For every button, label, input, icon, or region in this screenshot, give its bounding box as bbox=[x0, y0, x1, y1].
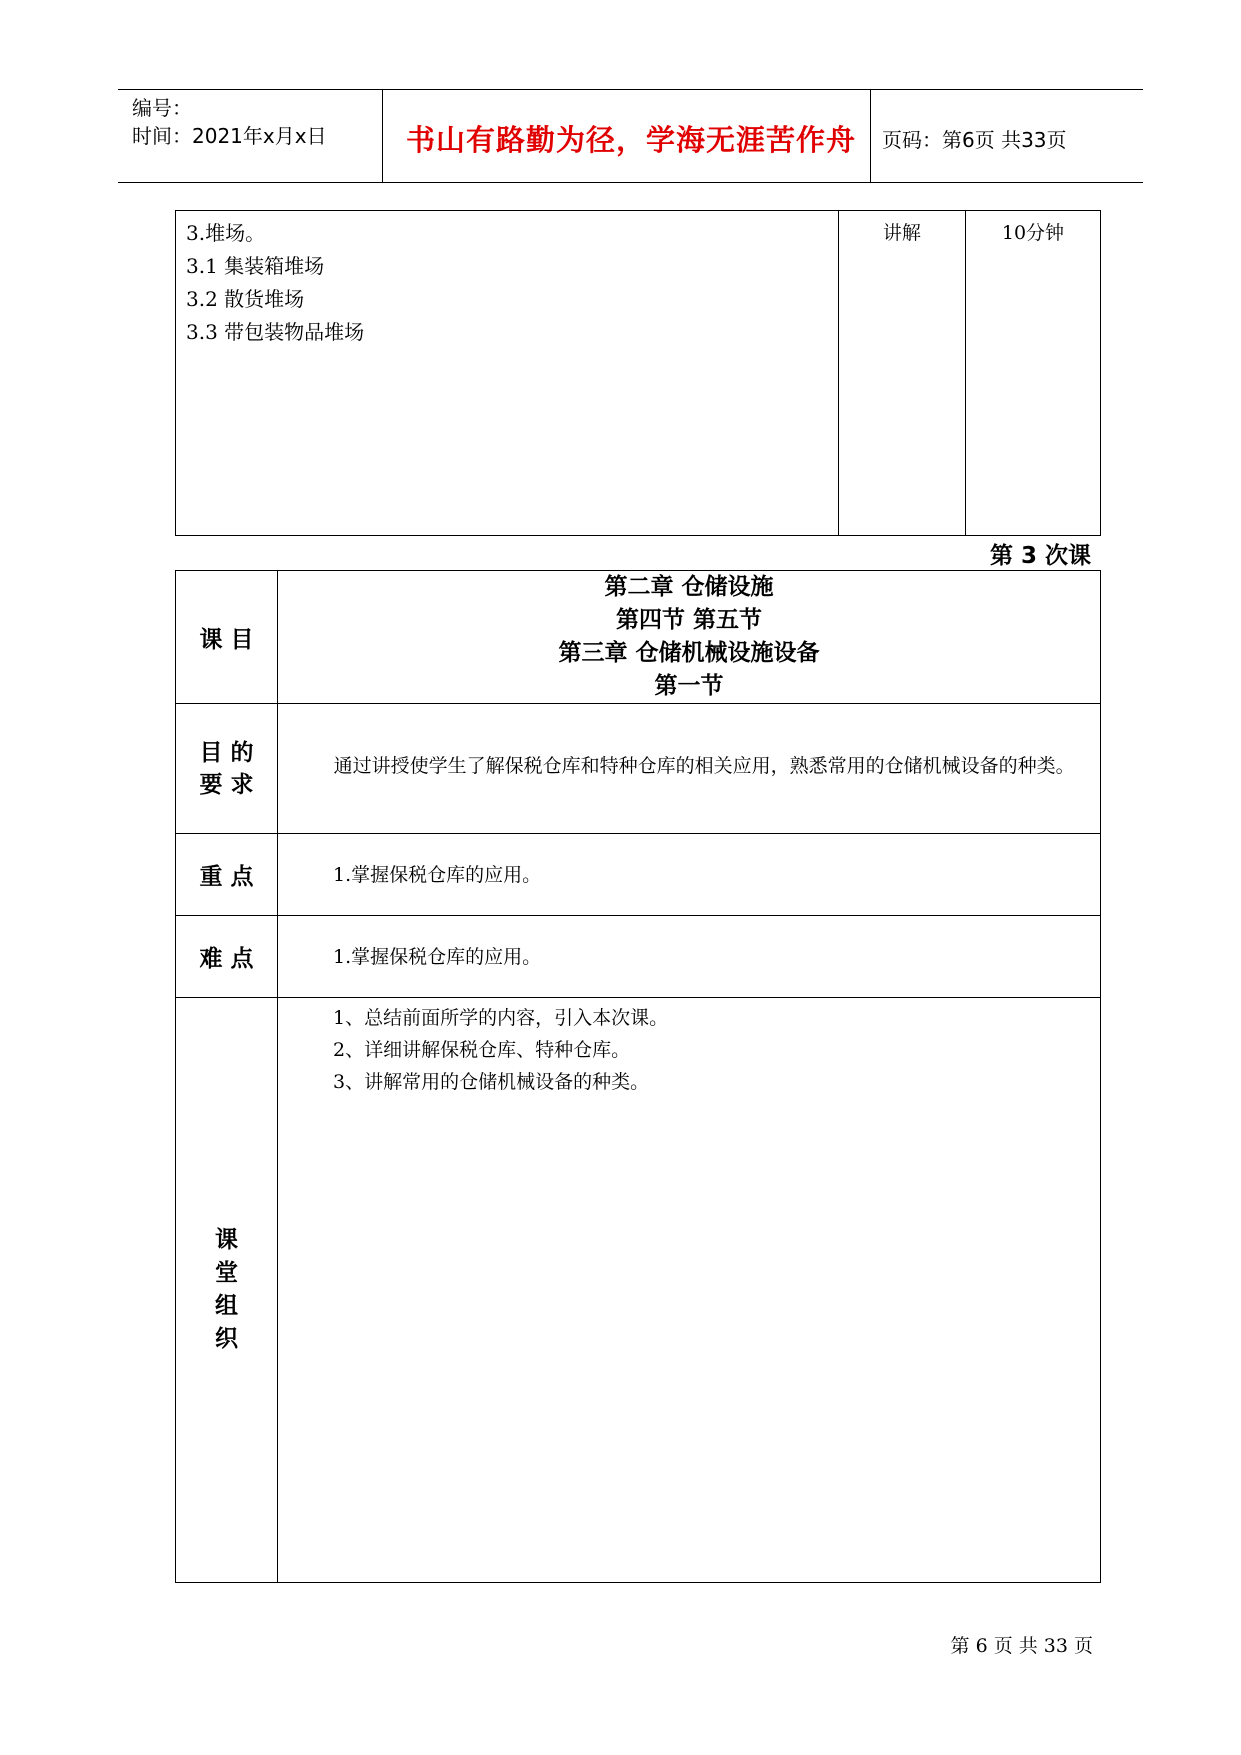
org-label-char: 织 bbox=[215, 1326, 238, 1352]
course-line: 第四节 第五节 bbox=[615, 607, 762, 633]
org-item: 1、总结前面所学的内容，引入本次课。 bbox=[333, 1007, 669, 1029]
top-items bbox=[186, 217, 828, 349]
course-line: 第一节 bbox=[654, 673, 724, 699]
org-item: 2、详细讲解保税仓库、特种仓库。 bbox=[333, 1039, 631, 1061]
course-content-cell bbox=[278, 571, 1101, 704]
org-label-char: 堂 bbox=[215, 1260, 238, 1286]
lesson-table bbox=[175, 570, 1101, 1583]
purpose-content-cell bbox=[278, 704, 1101, 834]
purpose-label-line: 目 的 bbox=[199, 739, 254, 766]
header-motto: 书山有路勤为径，学海无涯苦作舟 bbox=[406, 123, 857, 157]
header-top-rule bbox=[118, 89, 1143, 90]
top-item: 3.3 带包装物品堆场 bbox=[186, 320, 365, 344]
footer-page-text: 第 6 页 共 33 页 bbox=[950, 1635, 1093, 1657]
header-number-label: 编号： bbox=[132, 96, 192, 120]
top-table bbox=[175, 210, 1101, 536]
header-divider-1 bbox=[382, 89, 383, 182]
course-line: 第三章 仓储机械设施设备 bbox=[558, 640, 820, 666]
course-line: 第二章 仓储设施 bbox=[604, 574, 774, 600]
org-item: 3、讲解常用的仓储机械设备的种类。 bbox=[333, 1071, 650, 1093]
top-item: 3.1 集装箱堆场 bbox=[186, 254, 325, 278]
difficulty-label: 难 点 bbox=[199, 946, 254, 972]
difficulty-text: 1.掌握保税仓库的应用。 bbox=[333, 945, 542, 968]
purpose-text: 通过讲授使学生了解保税仓库和特种仓库的相关应用，熟悉常用的仓储机械设备的种类。 bbox=[333, 754, 1075, 777]
duration-text: 10分钟 bbox=[1001, 222, 1065, 244]
purpose-label-cell bbox=[176, 704, 278, 834]
lesson-number: 第 3 次课 bbox=[989, 543, 1091, 569]
course-label-cell bbox=[176, 571, 278, 704]
org-content-cell bbox=[278, 998, 1101, 1583]
key-label: 重 点 bbox=[199, 864, 254, 890]
top-item: 3.堆场。 bbox=[186, 221, 266, 245]
header-time-label: 时间：2021年x月x日 bbox=[132, 124, 327, 148]
key-content-cell bbox=[278, 834, 1101, 916]
difficulty-content-cell bbox=[278, 916, 1101, 998]
top-item: 3.2 散货堆场 bbox=[186, 287, 305, 311]
top-table-content-cell bbox=[176, 211, 839, 536]
course-label: 课 目 bbox=[199, 626, 254, 653]
header-bottom-rule bbox=[118, 182, 1143, 183]
org-label-cell bbox=[176, 998, 278, 1583]
difficulty-label-cell bbox=[176, 916, 278, 998]
org-label-char: 课 bbox=[215, 1227, 238, 1253]
purpose-label-line: 要 求 bbox=[199, 771, 254, 798]
method-text: 讲解 bbox=[882, 222, 921, 244]
key-text: 1.掌握保税仓库的应用。 bbox=[333, 863, 542, 886]
method-cell bbox=[838, 211, 965, 536]
key-label-cell bbox=[176, 834, 278, 916]
header-divider-2 bbox=[870, 89, 871, 182]
duration-cell bbox=[965, 211, 1100, 536]
org-label-char: 组 bbox=[215, 1293, 238, 1319]
header-page-label: 页码：第6页 共33页 bbox=[882, 128, 1067, 152]
